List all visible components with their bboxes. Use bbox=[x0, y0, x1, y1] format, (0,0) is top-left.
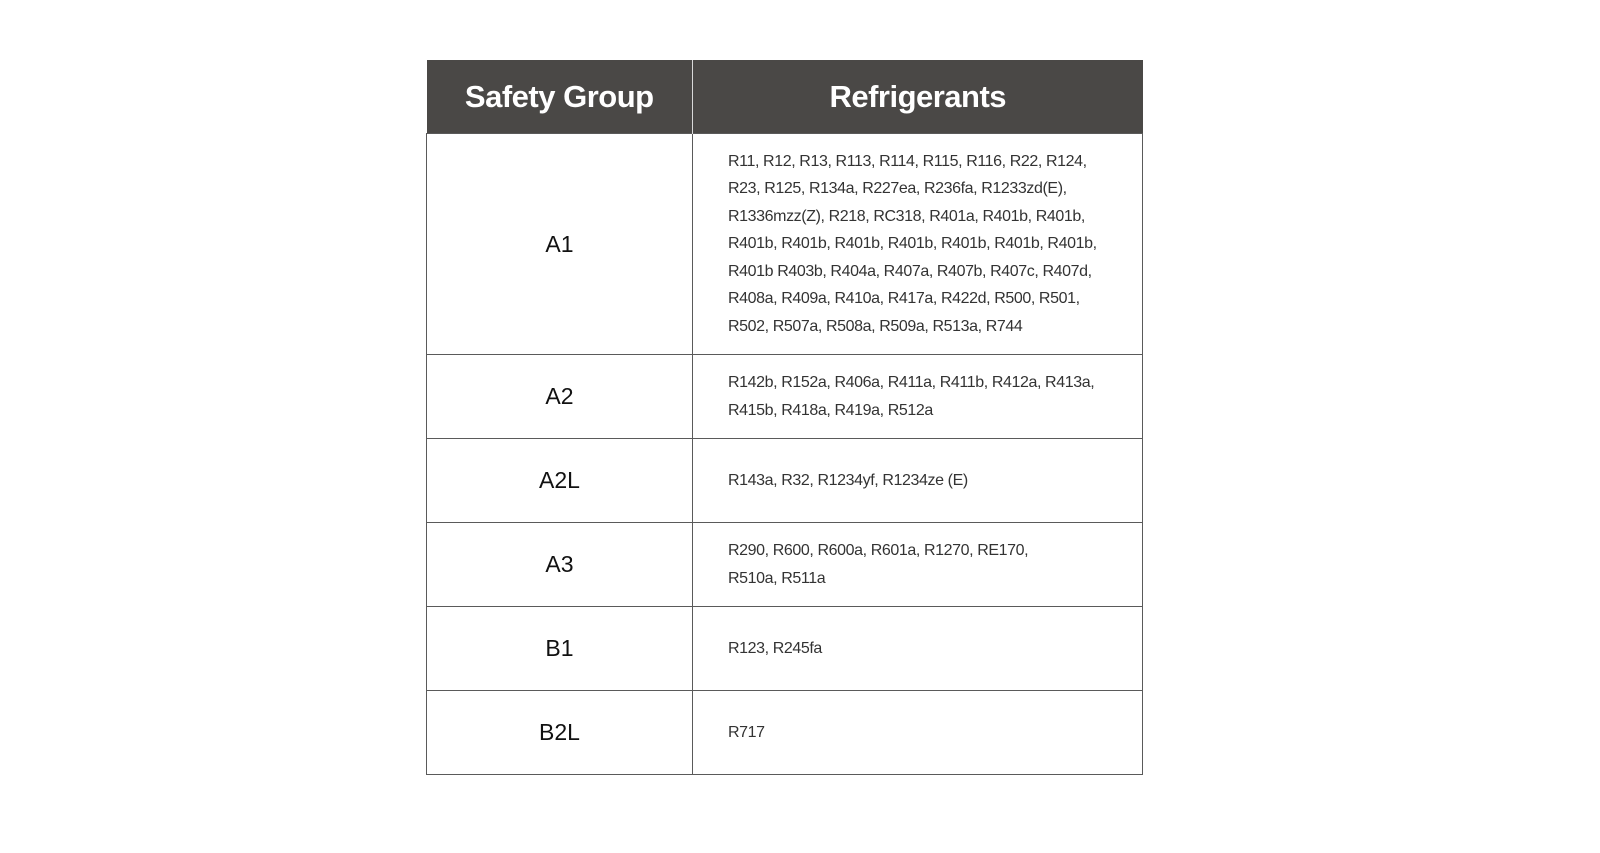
safety-group-cell: A3 bbox=[427, 523, 693, 607]
refrigerants-line: R415b, R418a, R419a, R512a bbox=[728, 401, 933, 419]
refrigerants-line: R717 bbox=[728, 723, 765, 741]
refrigerants-line: R290, R600, R600a, R601a, R1270, RE170, bbox=[728, 542, 1029, 559]
table-row bbox=[427, 439, 1143, 523]
refrigerants-line: R123, R245fa bbox=[728, 639, 822, 657]
refrigerants-cell bbox=[693, 691, 1143, 775]
header-safety-group: Safety Group bbox=[427, 60, 693, 134]
safety-group-cell: B1 bbox=[427, 607, 693, 691]
table-row bbox=[427, 691, 1143, 775]
header-refrigerants: Refrigerants bbox=[693, 60, 1143, 134]
table-row bbox=[427, 523, 1143, 607]
refrigerants-line: R408a, R409a, R410a, R417a, R422d, R500, R501, bbox=[728, 290, 1080, 308]
table-header bbox=[427, 60, 1143, 134]
refrigerants-line: R143a, R32, R1234yf, R1234ze (E) bbox=[728, 471, 968, 489]
table-row bbox=[427, 355, 1143, 439]
refrigerants-cell bbox=[693, 134, 1143, 355]
table-row bbox=[427, 607, 1143, 691]
table-body bbox=[427, 134, 1143, 775]
refrigerants-line: R142b, R152a, R406a, R411a, R411b, R412a, R413a, bbox=[728, 374, 1095, 391]
refrigerants-line: R23, R125, R134a, R227ea, R236fa, R1233zd(E), bbox=[728, 180, 1067, 198]
refrigerants-cell bbox=[693, 607, 1143, 691]
refrigerants-line: R11, R12, R13, R113, R114, R115, R116, R22, R124, bbox=[728, 152, 1087, 170]
table-row bbox=[427, 134, 1143, 355]
safety-group-cell: A1 bbox=[427, 134, 693, 355]
safety-group-cell: A2 bbox=[427, 355, 693, 439]
refrigerants-cell bbox=[693, 355, 1143, 439]
safety-group-cell: A2L bbox=[427, 439, 693, 523]
header-row bbox=[427, 60, 1143, 134]
refrigerants-line: R510a, R511a bbox=[728, 569, 826, 587]
refrigerants-line: R401b, R401b, R401b, R401b, R401b, R401b, R401b, bbox=[728, 235, 1097, 253]
refrigerants-cell bbox=[693, 523, 1143, 607]
refrigerants-cell bbox=[693, 439, 1143, 523]
refrigerants-line: R401b R403b, R404a, R407a, R407b, R407c, R407d, bbox=[728, 262, 1092, 280]
refrigerant-safety-table-container bbox=[426, 60, 1142, 775]
refrigerant-safety-table bbox=[426, 60, 1143, 775]
safety-group-cell: B2L bbox=[427, 691, 693, 775]
refrigerants-line: R1336mzz(Z), R218, RC318, R401a, R401b, R401b, bbox=[728, 207, 1085, 225]
refrigerants-line: R502, R507a, R508a, R509a, R513a, R744 bbox=[728, 317, 1023, 335]
